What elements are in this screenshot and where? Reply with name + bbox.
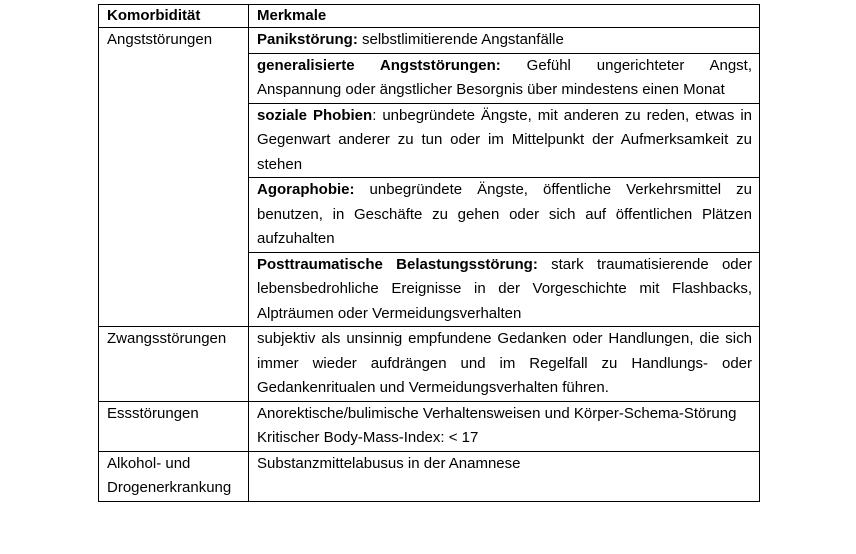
feature-cell xyxy=(249,53,760,103)
table-row xyxy=(99,28,760,54)
feature-description: stark traumatisierende oder lebensbedrohliche Ereignisse in der Vorgeschichte mit Flashbacks, Alpträumen oder Vermeidungsverhalten xyxy=(257,255,752,322)
category-cell: Zwangsstörungen xyxy=(99,327,249,402)
feature-cell xyxy=(249,103,760,178)
feature-term: Agoraphobie: xyxy=(257,181,355,198)
feature-description: unbegründete Ängste, öffentliche Verkehrsmittel zu benutzen, in Geschäfte zu gehen oder sich auf öffentlichen Plätzen aufzuhalten xyxy=(257,181,752,247)
category-cell: Angststörungen xyxy=(99,28,249,327)
category-cell: Alkohol- und Drogenerkrankung xyxy=(99,451,249,501)
feature-term: Posttraumatische Belastungsstörung: xyxy=(257,255,538,273)
header-komorbiditaet: Komorbidität xyxy=(99,5,249,28)
feature-term: generalisierte Angststörungen: xyxy=(257,56,501,74)
feature-cell: Substanzmittelabusus in der Anamnese xyxy=(249,451,760,501)
feature-description: : unbegründete Ängste, mit anderen zu reden, etwas in Gegenwart anderer zu tun oder im Mittelpunkt der Aufmerksamkeit zu stehen xyxy=(257,106,752,173)
feature-cell xyxy=(249,178,760,253)
category-cell: Essstörungen xyxy=(99,401,249,451)
feature-cell xyxy=(249,401,760,451)
feature-description: Anorektische/bulimische Verhaltensweisen und Körper-Schema-Störung xyxy=(257,404,737,422)
feature-description-bmi: Kritischer Body-Mass-Index: < 17 xyxy=(257,429,479,446)
feature-cell xyxy=(249,28,760,54)
table-row xyxy=(99,327,760,402)
feature-description: selbstlimitierende Angstanfälle xyxy=(357,31,564,48)
feature-cell: subjektiv als unsinnig empfundene Gedanken oder Handlungen, die sich immer wieder aufdrängen und im Regelfall zu Handlungs- oder Gedankenritualen und Vermeidungsverhalten führen. xyxy=(249,327,760,402)
table-row xyxy=(99,401,760,451)
table-row xyxy=(99,451,760,501)
feature-description: Gefühl ungerichteter Angst, Anspannung oder ängstlicher Besorgnis über mindestens einen Monat xyxy=(257,56,752,98)
feature-term: Panikstörung: xyxy=(257,31,358,48)
feature-cell xyxy=(249,252,760,327)
comorbidity-table xyxy=(98,4,760,502)
table-header-row xyxy=(99,5,760,28)
header-merkmale: Merkmale xyxy=(249,5,760,28)
feature-term: soziale Phobien xyxy=(257,106,373,124)
